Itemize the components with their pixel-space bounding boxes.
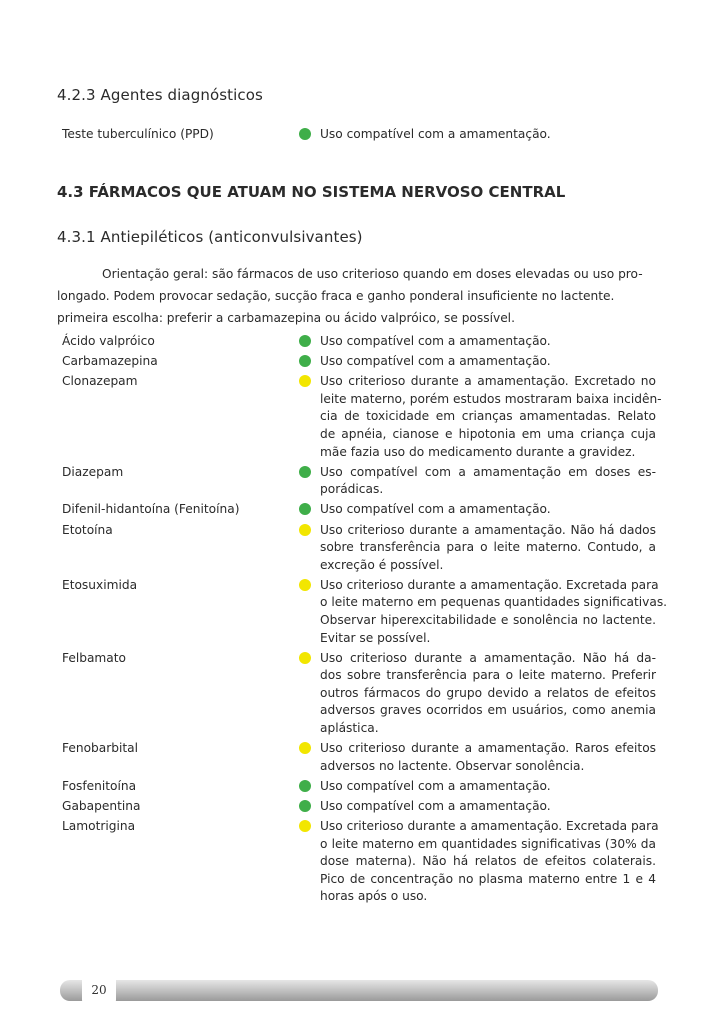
- recommendation-line: dos sobre transferência para o leite materno. Preferir: [320, 668, 656, 683]
- drug-recommendation: [320, 522, 656, 575]
- drug-row: [0, 740, 728, 775]
- recommendation-line: sobre transferência para o leite materno. Contudo, a: [320, 540, 656, 555]
- drug-recommendation: [320, 798, 656, 816]
- recommendation-line: leite materno, porém estudos mostraram baixa incidên-: [320, 391, 662, 406]
- recommendation-line: Uso compatível com a amamentação.: [320, 502, 551, 517]
- recommendation-line: outros fármacos do grupo devido a relatos de efeitos: [320, 685, 656, 700]
- yellow-circle-icon: [299, 652, 311, 664]
- recommendation-line: adversos graves ocorridos em usuários, como anemia: [320, 703, 656, 718]
- drug-row: [0, 798, 728, 816]
- drug-name: Fenobarbital: [62, 741, 138, 756]
- drug-row: [0, 818, 728, 906]
- recommendation-line: cia de toxicidade em crianças amamentadas. Relato: [320, 409, 656, 424]
- recommendation-line: de apnéia, cianose e hipotonia em uma criança cuja: [320, 426, 656, 441]
- drug-row: [0, 778, 728, 796]
- drug-recommendation: [320, 577, 668, 647]
- drug-name: Etosuximida: [62, 577, 138, 592]
- drug-name: Diazepam: [62, 464, 124, 479]
- recommendation-line: Observar hiperexcitabilidade e sonolência no lactente.: [320, 612, 656, 627]
- page-number: 20: [82, 976, 116, 1004]
- recommendation-line: Uso criterioso durante a amamentação. Não há dados: [320, 522, 656, 537]
- drug-row: [0, 126, 728, 144]
- green-circle-icon: [299, 503, 311, 515]
- drug-recommendation: [320, 464, 656, 499]
- recommendation-line: Uso compatível com a amamentação.: [320, 799, 551, 813]
- recommendation-line: Pico de concentração no plasma materno entre 1 e 4: [320, 871, 656, 886]
- drug-row: [0, 650, 728, 738]
- drug-name: Difenil-hidantoína (Fenitoína): [62, 502, 240, 517]
- recommendation-line: mãe fazia uso do medicamento durante a gravidez.: [320, 444, 636, 459]
- drug-recommendation: [320, 501, 656, 519]
- drug-row: [0, 522, 728, 575]
- drug-name: Lamotrigina: [62, 819, 136, 834]
- drug-row: [0, 577, 728, 647]
- guidance-line: longado. Podem provocar sedação, sucção fraca e ganho ponderal insuficiente no lactente.: [57, 289, 615, 303]
- recommendation-line: Uso criterioso durante a amamentação. Excretada para: [320, 577, 659, 592]
- green-circle-icon: [299, 800, 311, 812]
- section-heading-antiepileticos: 4.3.1 Antiepiléticos (anticonvulsivantes): [57, 228, 363, 246]
- recommendation-line: Uso compatível com a amamentação.: [320, 354, 551, 369]
- general-guidance-paragraph: [57, 263, 657, 329]
- drug-name: Carbamazepina: [62, 354, 158, 369]
- guidance-line: primeira escolha: preferir a carbamazepina ou ácido valpróico, se possível.: [57, 311, 515, 325]
- footer-bar: [60, 980, 658, 1001]
- drug-recommendation: [320, 126, 656, 144]
- drug-name: Fosfenitoína: [62, 778, 137, 793]
- recommendation-line: excreção é possível.: [320, 557, 444, 572]
- drug-name: Clonazepam: [62, 374, 138, 389]
- recommendation-line: dose materna). Não há relatos de efeitos colaterais.: [320, 854, 656, 869]
- drug-row: [0, 373, 728, 461]
- drug-recommendation: [320, 333, 656, 351]
- yellow-circle-icon: [299, 579, 311, 591]
- drug-recommendation: [320, 650, 656, 738]
- yellow-circle-icon: [299, 524, 311, 536]
- green-circle-icon: [299, 466, 311, 478]
- drug-recommendation: [320, 818, 659, 906]
- drug-name: Gabapentina: [62, 799, 141, 813]
- recommendation-line: Uso compatível com a amamentação.: [320, 334, 551, 348]
- yellow-circle-icon: [299, 820, 311, 832]
- recommendation-line: aplástica.: [320, 721, 379, 736]
- drug-row: [0, 333, 728, 351]
- green-circle-icon: [299, 335, 311, 347]
- drug-recommendation: [320, 740, 656, 775]
- drug-name: Ácido valpróico: [62, 334, 155, 348]
- recommendation-line: Evitar se possível.: [320, 630, 431, 645]
- drug-recommendation: [320, 353, 656, 371]
- recommendation-line: Uso criterioso durante a amamentação. Raros efeitos: [320, 741, 656, 756]
- drug-recommendation: [320, 373, 662, 461]
- recommendation-line: o leite materno em pequenas quantidades significativas.: [320, 595, 668, 610]
- recommendation-line: Uso compatível com a amamentação.: [320, 127, 551, 141]
- drug-row: [0, 464, 728, 499]
- green-circle-icon: [299, 128, 311, 140]
- recommendation-line: Uso compatível com a amamentação.: [320, 778, 551, 793]
- drug-row: [0, 353, 728, 371]
- yellow-circle-icon: [299, 742, 311, 754]
- drug-name: Etotoína: [62, 522, 113, 537]
- section-heading-agentes-diagnosticos: 4.2.3 Agentes diagnósticos: [57, 86, 263, 104]
- recommendation-line: Uso criterioso durante a amamentação. Excretado no: [320, 374, 656, 389]
- recommendation-line: Uso criterioso durante a amamentação. Não há da-: [320, 650, 656, 665]
- drug-recommendation: [320, 778, 656, 796]
- recommendation-line: Uso compatível com a amamentação em doses es-: [320, 464, 656, 479]
- section-heading-snc: 4.3 FÁRMACOS QUE ATUAM NO SISTEMA NERVOSO CENTRAL: [57, 183, 566, 201]
- recommendation-line: porádicas.: [320, 482, 384, 497]
- recommendation-line: adversos no lactente. Observar sonolência.: [320, 758, 585, 773]
- recommendation-line: o leite materno em quantidades significativas (30% da: [320, 836, 656, 851]
- yellow-circle-icon: [299, 375, 311, 387]
- green-circle-icon: [299, 355, 311, 367]
- drug-name: Teste tuberculínico (PPD): [62, 127, 214, 141]
- green-circle-icon: [299, 780, 311, 792]
- guidance-line: Orientação geral: são fármacos de uso criterioso quando em doses elevadas ou uso pro-: [102, 267, 643, 281]
- drug-name: Felbamato: [62, 650, 127, 665]
- recommendation-line: Uso criterioso durante a amamentação. Excretada para: [320, 819, 659, 834]
- drug-row: [0, 501, 728, 519]
- recommendation-line: horas após o uso.: [320, 889, 428, 904]
